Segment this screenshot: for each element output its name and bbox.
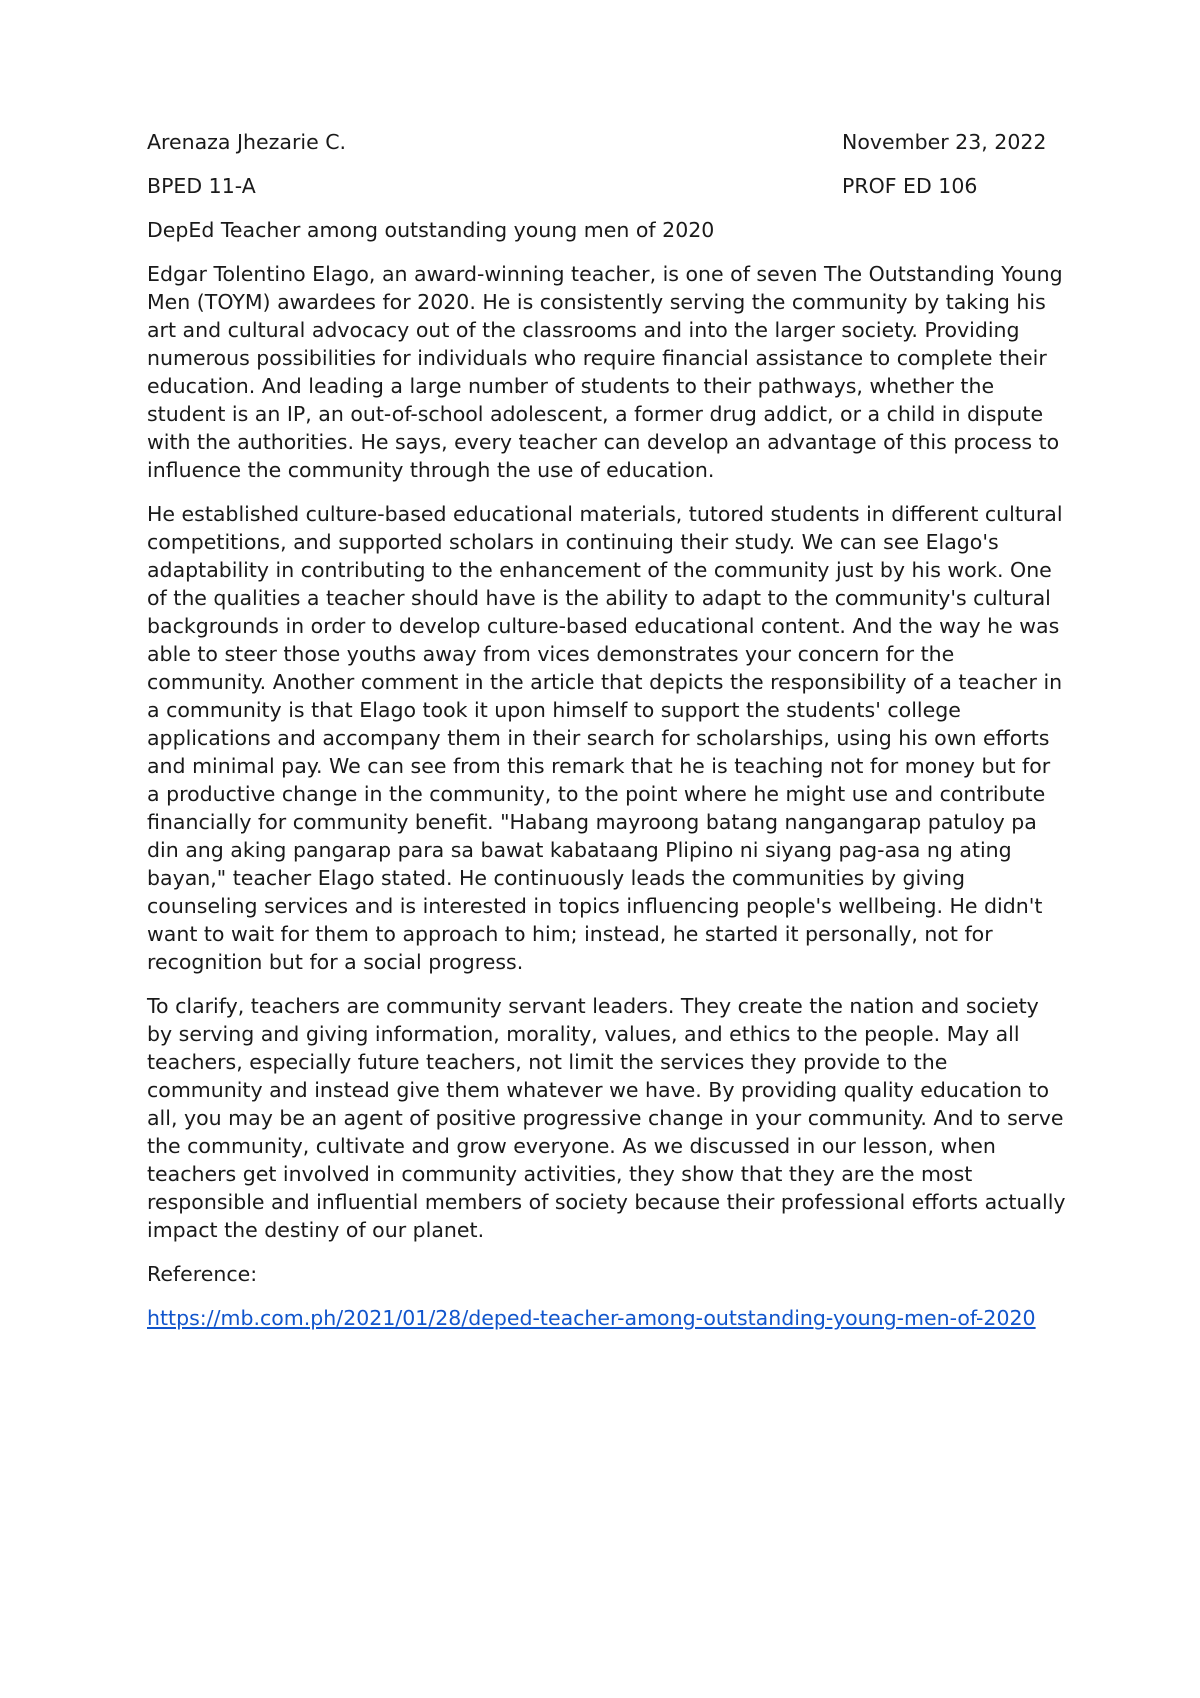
paragraph-1: Edgar Tolentino Elago, an award-winning teacher, is one of seven The Outstanding Young Men (TOYM) awardees for 2020. He is consistently serving the community by taking his art and cultural advocacy out of the classrooms and into the larger society. Providing numerous possibilities for individuals who require financial assistance to complete their education. And leading a large number of students to their pathways, whether the student is an IP, an out-of-school adolescent, a former drug addict, or a child in dispute with the authorities. He says, every teacher can develop an advantage of this process to influence the community through the use of education. xyxy=(147,262,1063,482)
document-title: DepEd Teacher among outstanding young men of 2020 xyxy=(147,218,715,242)
author-name: Arenaza Jhezarie C. xyxy=(147,130,347,154)
course-code: PROF ED 106 xyxy=(842,174,978,198)
document-page xyxy=(147,128,1067,1332)
reference-label: Reference: xyxy=(147,1262,258,1286)
header-row-1 xyxy=(147,128,1067,156)
document-date: November 23, 2022 xyxy=(842,130,1047,154)
paragraph-3: To clarify, teachers are community servant leaders. They create the nation and society by serving and giving information, morality, values, and ethics to the people. May all teachers, especially future teachers, not limit the services they provide to the community and instead give them whatever we have. By providing quality education to all, you may be an agent of positive progressive change in your community. And to serve the community, cultivate and grow everyone. As we discussed in our lesson, when teachers get involved in community activities, they show that they are the most responsible and influential members of society because their professional efforts actually impact the destiny of our planet. xyxy=(147,994,1066,1242)
paragraph-2: He established culture-based educational materials, tutored students in different cultural competitions, and supported scholars in continuing their study. We can see Elago's adaptability in contributing to the enhancement of the community just by his work. One of the qualities a teacher should have is the ability to adapt to the community's cultural backgrounds in order to develop culture-based educational content. And the way he was able to steer those youths away from vices demonstrates your concern for the community. Another comment in the article that depicts the responsibility of a teacher in a community is that Elago took it upon himself to support the students' college applications and accompany them in their search for scholarships, using his own efforts and minimal pay. We can see from this remark that he is teaching not for money but for a productive change in the community, to the point where he might use and contribute financially for community benefit. "Habang mayroong batang nangangarap patuloy pa din ang aking pangarap para sa bawat kabataang Plipino ni siyang pag-asa ng ating bayan," teacher Elago stated. He continuously leads the communities by giving counseling services and is interested in topics influencing people's wellbeing. He didn't want to wait for them to approach to him; instead, he started it personally, not for recognition but for a social progress. xyxy=(147,502,1063,974)
class-section: BPED 11-A xyxy=(147,174,256,198)
header-row-2 xyxy=(147,172,1067,200)
reference-link[interactable]: https://mb.com.ph/2021/01/28/deped-teacher-among-outstanding-young-men-of-2020 xyxy=(147,1306,1036,1330)
